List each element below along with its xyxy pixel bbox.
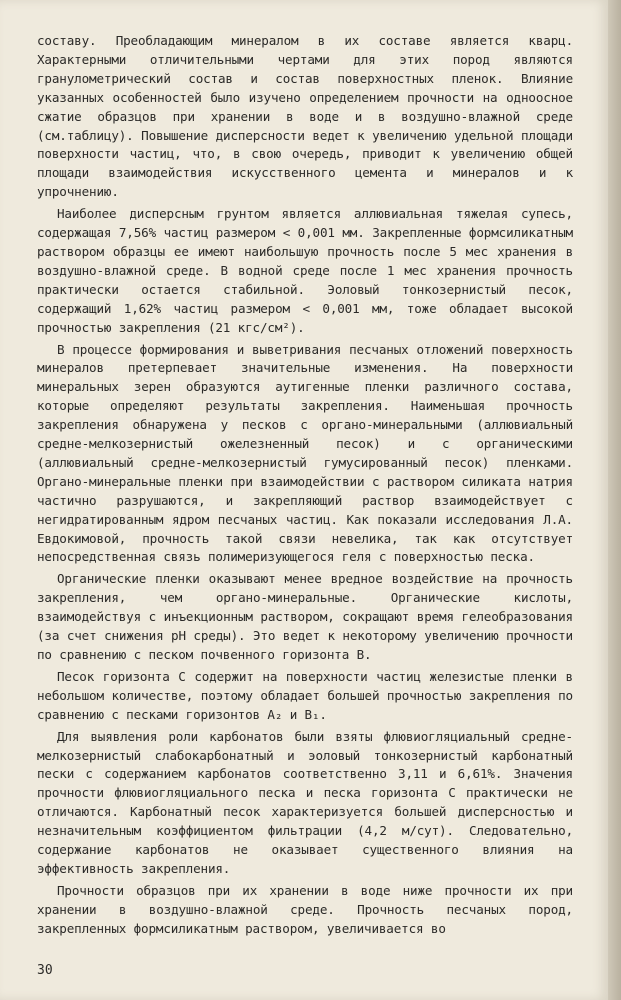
page-number: 30: [37, 963, 53, 978]
page-edge: [608, 0, 621, 1000]
paragraph: составу. Преобладающим минералом в их составе является кварц. Характерными отличительными чертами для этих пород являются гранулометрический состав и состав поверхностных пленок. Влияние указанных особенностей было изучено определением прочности на одноосное сжатие образцов при хранении в воде и в воздушно-влажной среде (см.таблицу). Повышение дисперсности ведет к увеличению удельной площади поверхности частиц, что, в свою очередь, приводит к увеличению общей площади взаимодействия искусственного цемента и минералов и к упрочнению.: [37, 33, 573, 200]
paragraph: Песок горизонта С содержит на поверхности частиц железистые пленки в небольшом количестве, поэтому обладает большей прочностью закрепления по сравнению с песками горизонтов A₂ и B₁.: [37, 668, 573, 722]
body-text: [37, 32, 573, 942]
paragraph: Органические пленки оказывают менее вредное воздействие на прочность закрепления, чем органо-минеральные. Органические кислоты, взаимодействуя с инъекционным раствором, сокращают время гелеобразования (за счет снижения pH среды). Это ведет к некоторому увеличению прочности по сравнению с песком почвенного горизонта В.: [37, 571, 573, 662]
paragraph: В процессе формирования и выветривания песчаных отложений поверхность минералов претерпевает значительные изменения. На поверхности минеральных зерен образуются аутигенные пленки различного состава, которые определяют результаты закрепления. Наименьшая прочность закрепления обнаружена у песков с органо-минеральными (аллювиальный средне-мелкозернистый ожелезненный песок) и с органическими (аллювиальный средне-мелкозернистый гумусированный песок) пленками. Органо-минеральные пленки при взаимодействии с раствором силиката натрия частично разрушаются, и закрепляющий раствор взаимодействует с негидратированным ядром песчаных частиц. Как показали исследования Л.А. Евдокимовой, прочность такой связи невелика, так как отсутствует непосредственная связь полимеризующегося геля с поверхностью песка.: [37, 341, 573, 565]
paragraph: Для выявления роли карбонатов были взяты флювиогляциальный средне-мелкозернистый слабокарбонатный и эоловый тонкозернистый карбонатный пески с содержанием карбонатов соответственно 3,11 и 6,61%. Значения прочности флювиогляциального песка и песка горизонта С практически не отличаются. Карбонатный песок характеризуется большей дисперсностью и незначительным коэффициентом фильтрации (4,2 м/сут). Следовательно, содержание карбонатов не оказывает существенного влияния на эффективность закрепления.: [37, 728, 573, 876]
paragraph: Прочности образцов при их хранении в воде ниже прочности их при хранении в воздушно-влажной среде. Прочность песчаных пород, закрепленных формсиликатным раствором, увеличивается во: [37, 882, 573, 936]
paragraph: Наиболее дисперсным грунтом является аллювиальная тяжелая супесь, содержащая 7,56% частиц размером < 0,001 мм. Закрепленные формсиликатным раствором образцы ее имеют наибольшую прочность после 5 мес хранения в воздушно-влажной среде. В водной среде после 1 мес хранения прочность практически остается стабильной. Эоловый тонкозернистый песок, содержащий 1,62% частиц размером < 0,001 мм, тоже обладает высокой прочностью закрепления (21 кгс/см²).: [37, 206, 573, 335]
